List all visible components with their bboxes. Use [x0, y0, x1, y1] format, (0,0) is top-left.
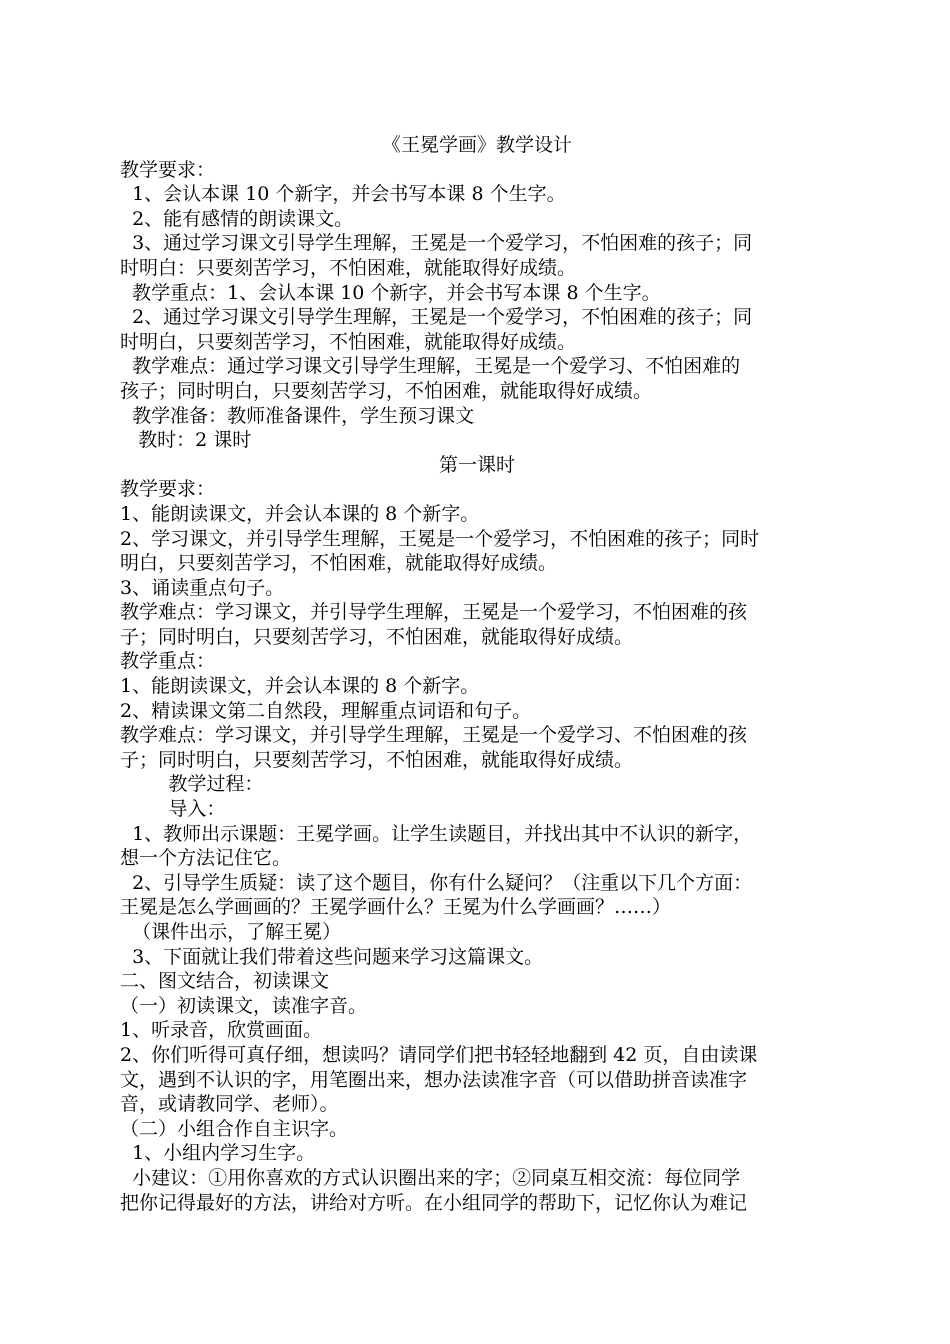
text-line: 子；同时明白，只要刻苦学习，不怕困难，就能取得好成绩。 [120, 748, 634, 771]
text-line: 子；同时明白，只要刻苦学习，不怕困难，就能取得好成绩。 [120, 625, 634, 648]
text-line: 2、通过学习课文引导学生理解，王冕是一个爱学习，不怕困难的孩子；同 [120, 306, 753, 329]
text-line: 小建议：①用你喜欢的方式认识圈出来的字；②同桌互相交流：每位同学 [120, 1166, 741, 1189]
text-line: 教学要求： [120, 478, 216, 501]
text-line: 3、诵读重点句子。 [120, 576, 285, 599]
text-line: 把你记得最好的方法，讲给对方听。在小组同学的帮助下，记忆你认为难记 [120, 1191, 748, 1214]
text-line: 想一个方法记住它。 [120, 847, 292, 870]
text-line: 教学重点： [120, 650, 216, 673]
text-line: 教学难点：学习课文，并引导学生理解，王冕是一个爱学习、不怕困难的孩 [120, 724, 748, 747]
text-line: 教学要求： [120, 158, 216, 181]
text-line: 教学重点：1、会认本课 10 个新字，并会书写本课 8 个生字。 [120, 281, 661, 304]
text-line: 教学准备：教师准备课件，学生预习课文 [120, 404, 475, 427]
text-line: 教时：2 课时 [120, 429, 252, 452]
text-line: （二）小组合作自主识字。 [120, 1117, 349, 1140]
text-line: 时明白：只要刻苦学习，不怕困难，就能取得好成绩。 [120, 256, 577, 279]
text-line: 1、小组内学习生字。 [120, 1142, 316, 1165]
document-title: 《王冕学画》教学设计 [381, 134, 572, 156]
text-line: 3、下面就让我们带着这些问题来学习这篇课文。 [120, 945, 544, 968]
text-line: 2、精读课文第二自然段，理解重点词语和句子。 [120, 699, 532, 722]
text-line: 2、引导学生质疑：读了这个题目，你有什么疑问？（注重以下几个方面： [120, 871, 753, 894]
text-line: 导入： [120, 798, 226, 821]
text-line: 时明白，只要刻苦学习，不怕困难，就能取得好成绩。 [120, 330, 577, 353]
text-line: （一）初读课文，读准字音。 [120, 994, 368, 1017]
text-line: 2、学习课文，并引导学生理解，王冕是一个爱学习，不怕困难的孩子；同时 [120, 527, 760, 550]
text-line: 教学难点：学习课文，并引导学生理解，王冕是一个爱学习，不怕困难的孩 [120, 601, 748, 624]
section-heading: 第一课时 [438, 453, 515, 476]
text-line: （课件出示，了解王冕） [120, 921, 342, 943]
text-line: 3、通过学习课文引导学生理解，王冕是一个爱学习，不怕困难的孩子；同 [120, 232, 753, 255]
text-line: 1、教师出示课题：王冕学画。让学生读题目，并找出其中不认识的新字， [120, 822, 753, 845]
text-line: 音，或请教同学、老师）。 [120, 1093, 339, 1116]
text-line: 1、能朗读课文，并会认本课的 8 个新字。 [120, 502, 480, 525]
text-line: 明白，只要刻苦学习，不怕困难，就能取得好成绩。 [120, 552, 558, 575]
text-line: 2、你们听得可真仔细，想读吗？请同学们把书轻轻地翻到 42 页，自由读课 [120, 1043, 758, 1066]
text-line: 2、能有感情的朗读课文。 [120, 207, 354, 230]
text-line: 孩子；同时明白，只要刻苦学习，不怕困难，就能取得好成绩。 [120, 379, 653, 402]
text-line: 1、能朗读课文，并会认本课的 8 个新字。 [120, 675, 480, 698]
text-line: 文，遇到不认识的字，用笔圈出来，想办法读准字音（可以借助拼音读准字 [120, 1068, 748, 1091]
text-line: 教学过程： [120, 773, 264, 796]
text-line: 二、图文结合，初读课文 [120, 970, 330, 993]
text-line: 王冕是怎么学画画的？王冕学画什么？王冕为什么学画画？……） [120, 896, 672, 919]
text-line: 1、听录音，欣赏画面。 [120, 1019, 323, 1042]
document-body [120, 133, 834, 1215]
text-line: 教学难点：通过学习课文引导学生理解，王冕是一个爱学习、不怕困难的 [120, 355, 741, 378]
text-line: 1、会认本课 10 个新字，并会书写本课 8 个生字。 [120, 183, 566, 206]
